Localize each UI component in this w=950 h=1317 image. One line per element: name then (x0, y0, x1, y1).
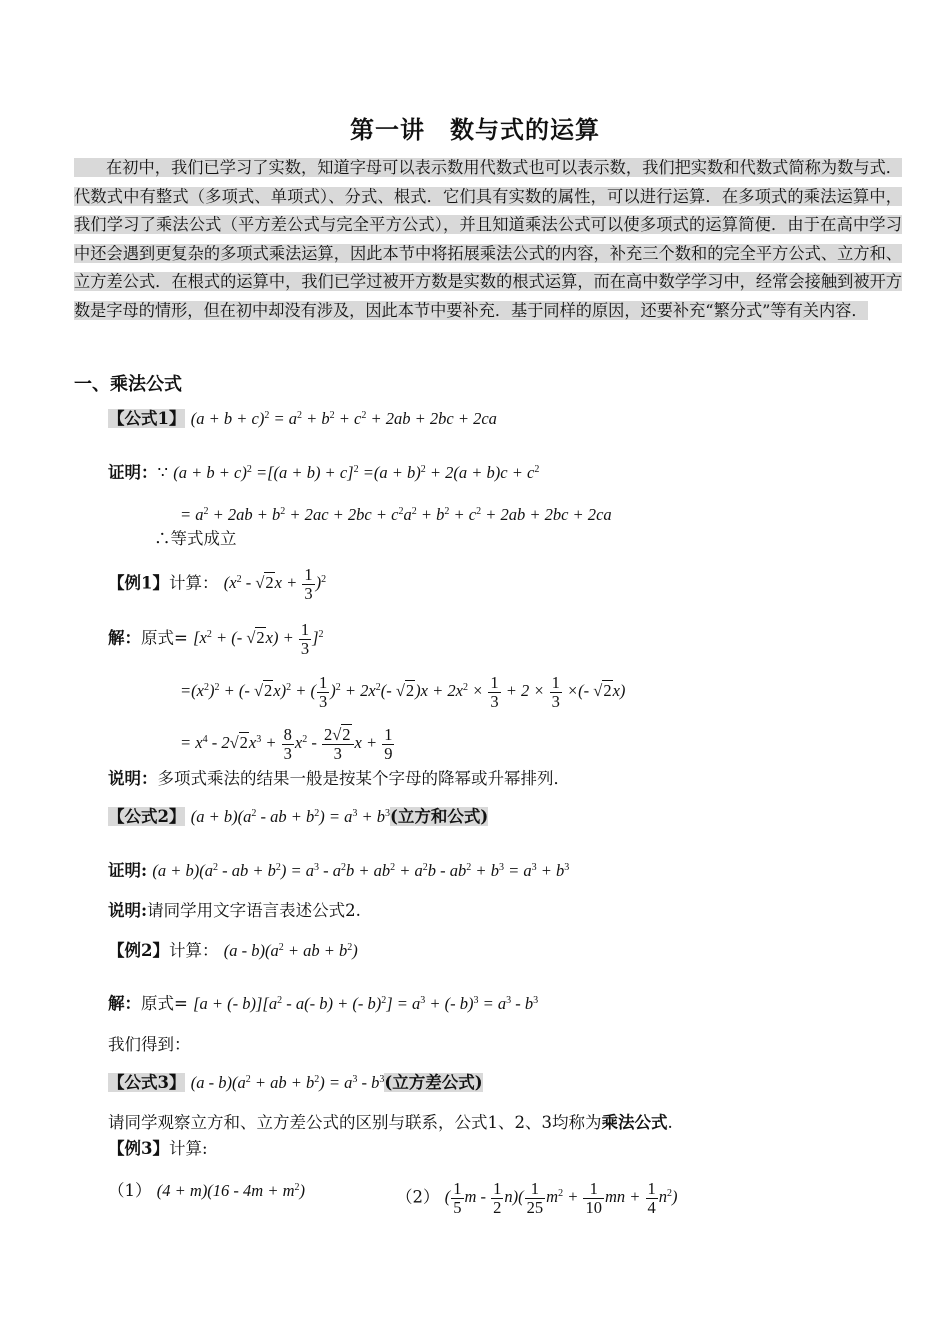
proof-1-line-1: 证明：∵ $(a + b + c)^2 =[(a + b) + c]^2 =(a + b)^2 + 2(a + b)c + c^2$ (108, 463, 540, 482)
formula-1 (108, 408, 497, 430)
we-get-text: 我们得到： (108, 1035, 191, 1054)
formula-2-name: (立方和公式) (390, 807, 489, 826)
formula-1-label: 【公式1】 (108, 409, 186, 428)
solution-2-label: 解： (108, 994, 141, 1013)
solution-1-line-1 (108, 621, 324, 658)
formula-2-expression: $(a + b)(a^2$ - ab + $b^2) = a^3 + b^3$ (190, 807, 391, 826)
proof-1-line-2 (180, 504, 612, 526)
observation-body: 请同学观察立方和、立方差公式的区别与联系，公式1、2、3均称为 (108, 1113, 602, 1132)
note-1 (108, 768, 570, 790)
proof-1-expression-1: $(a + b + c)^2 =[(a + b) + c]^2 =(a + b)^2 + 2(a + b)c + c^2$ (173, 463, 540, 482)
observation-text (108, 1112, 673, 1134)
formula-2 (108, 806, 488, 828)
formula-3 (108, 1072, 483, 1094)
example-3 (108, 1138, 208, 1160)
note-1-text: 多项式乘法的结果一般是按某个字母的降幂或升幂排列． (157, 769, 570, 788)
proof-1-conclusion: ∴等式成立 (154, 529, 237, 548)
note-1-label: 说明： (108, 769, 158, 788)
formula-2-label: 【公式2】 (108, 807, 186, 826)
formula-3-expression: $(a - b)(a^2$ + ab + $b^2) = a^3 - b^3$ (190, 1073, 385, 1092)
example-2 (108, 940, 358, 962)
solution-1-label: 解： (108, 628, 141, 648)
observation-end: . (667, 1113, 673, 1132)
proof-1-expression-2: = $a^2 + 2ab + b^2 + 2ac + 2bc + c^2a^2 + b^2 + c^2 + 2ab + 2bc + 2ca$ (180, 505, 612, 524)
solution-1-line-3 (180, 726, 395, 763)
example-1 (108, 566, 326, 603)
note-2-label: 说明: (108, 901, 148, 920)
example-3-part-1 (108, 1180, 305, 1202)
solution-1-expression-1: [$x^2$ + (- √2x) + $\frac{1}{3}$ ]$^2$ (193, 620, 324, 658)
solution-1-orig: 原式= (141, 628, 188, 648)
example-3-part-2-expression: ( $\frac{1}{5}$ m - $\frac{1}{2}$ n)( $\frac{1}{25}$ $m^2$ + $\frac{1}{10}$ mn + $\frac{1}{4}$ $n^2$) (444, 1179, 678, 1217)
solution-1-line-2 (180, 674, 625, 711)
example-3-part-2-label: （2） (396, 1187, 440, 1207)
proof-2-label: 证明: (108, 861, 148, 880)
solution-2-expression: [a + (- $b)][a^2 - a(-$ b) + (- $b)^2] = a^3$ + (- $b)^3 = a^3 - b^3$ (193, 994, 539, 1013)
intro-text: 在初中，我们已学习了实数，知道字母可以表示数用代数式也可以表示数，我们把实数和代数式简称为数与式．代数式中有整式（多项式、单项式）、分式、根式．它们具有实数的属性，可以进行运算．在多项式的乘法运算中，我们学习了乘法公式（平方差公式与完全平方公式），并且知道乘法公式可以使多项式的运算简便．由于在高中学习中还会遇到更复杂的多项式乘法运算，因此本节中将拓展乘法公式的内容，补充三个数和的完全平方公式、立方和、立方差公式．在根式的运算中，我们已学过被开方数是实数的根式运算，而在高中数学学习中，经常会接触到被开方数是字母的情形，但在初中却没有涉及，因此本节中要补充．基于同样的原因，还要补充“繁分式”等有关内容． (74, 158, 902, 320)
section-heading-multiplication: 一、乘法公式 (74, 374, 182, 395)
solution-2-orig: 原式= (141, 994, 188, 1013)
example-3-part-1-label: （1） (108, 1181, 152, 1200)
note-2-text: 请同学用文字语言表述公式2. (147, 901, 361, 920)
proof-1-label: 证明： (108, 463, 158, 482)
example-1-label: 【例1】 (108, 573, 169, 593)
example-2-calc: 计算： (168, 941, 219, 960)
example-1-expression: ($x^2 - √2x$ + $\frac{1}{3}$ )$^2$ (223, 565, 327, 603)
formula-1-expression: $(a + b + c)^2 = a^2 + b^2 + c^2 + 2ab + 2bc + 2ca$ (190, 409, 497, 428)
intro-paragraph (74, 154, 902, 326)
note-2 (108, 900, 361, 922)
proof-2-expression: $(a + b)(a^2$ - ab + $b^2) = a^3 - a^2b + ab^2 + a^2b - ab^2 + b^3 = a^3 + b^3$ (152, 861, 570, 880)
example-2-expression: $(a - b)(a^2$ + ab + $b^2$) (223, 941, 358, 960)
example-2-label: 【例2】 (108, 941, 169, 960)
example-3-calc: 计算: (168, 1139, 208, 1158)
proof-2 (108, 860, 569, 882)
formula-3-label: 【公式3】 (108, 1073, 186, 1092)
solution-2 (108, 993, 538, 1015)
solution-1-expression-2: $=(x^2)^2$ + (- √2x)$^2$ + ( $\frac{1}{3}$ )$^2 + 2x^2(-$ $√2)x + 2x^2$ × $\frac{1}{3}$ + 2 × $\frac{1}{3}$ ×(- √2x) (180, 673, 626, 711)
observation-bold: 乘法公式 (601, 1113, 668, 1132)
solution-1-expression-3: = $x^4 - 2√2x^3$ + $\frac{8}{3}$ $x^2$ - $\frac{2√2}{3}$ x + $\frac{1}{9}$ (180, 725, 393, 763)
example-3-label: 【例3】 (108, 1139, 169, 1158)
example-1-calc: 计算： (168, 573, 219, 593)
example-3-part-2 (396, 1180, 678, 1217)
formula-3-name: (立方差公式) (384, 1073, 483, 1092)
example-3-part-1-expression: $(4 + m)(16 - 4m + m^2)$ (156, 1181, 306, 1200)
page-title: 第一讲 数与式的运算 (350, 115, 600, 144)
